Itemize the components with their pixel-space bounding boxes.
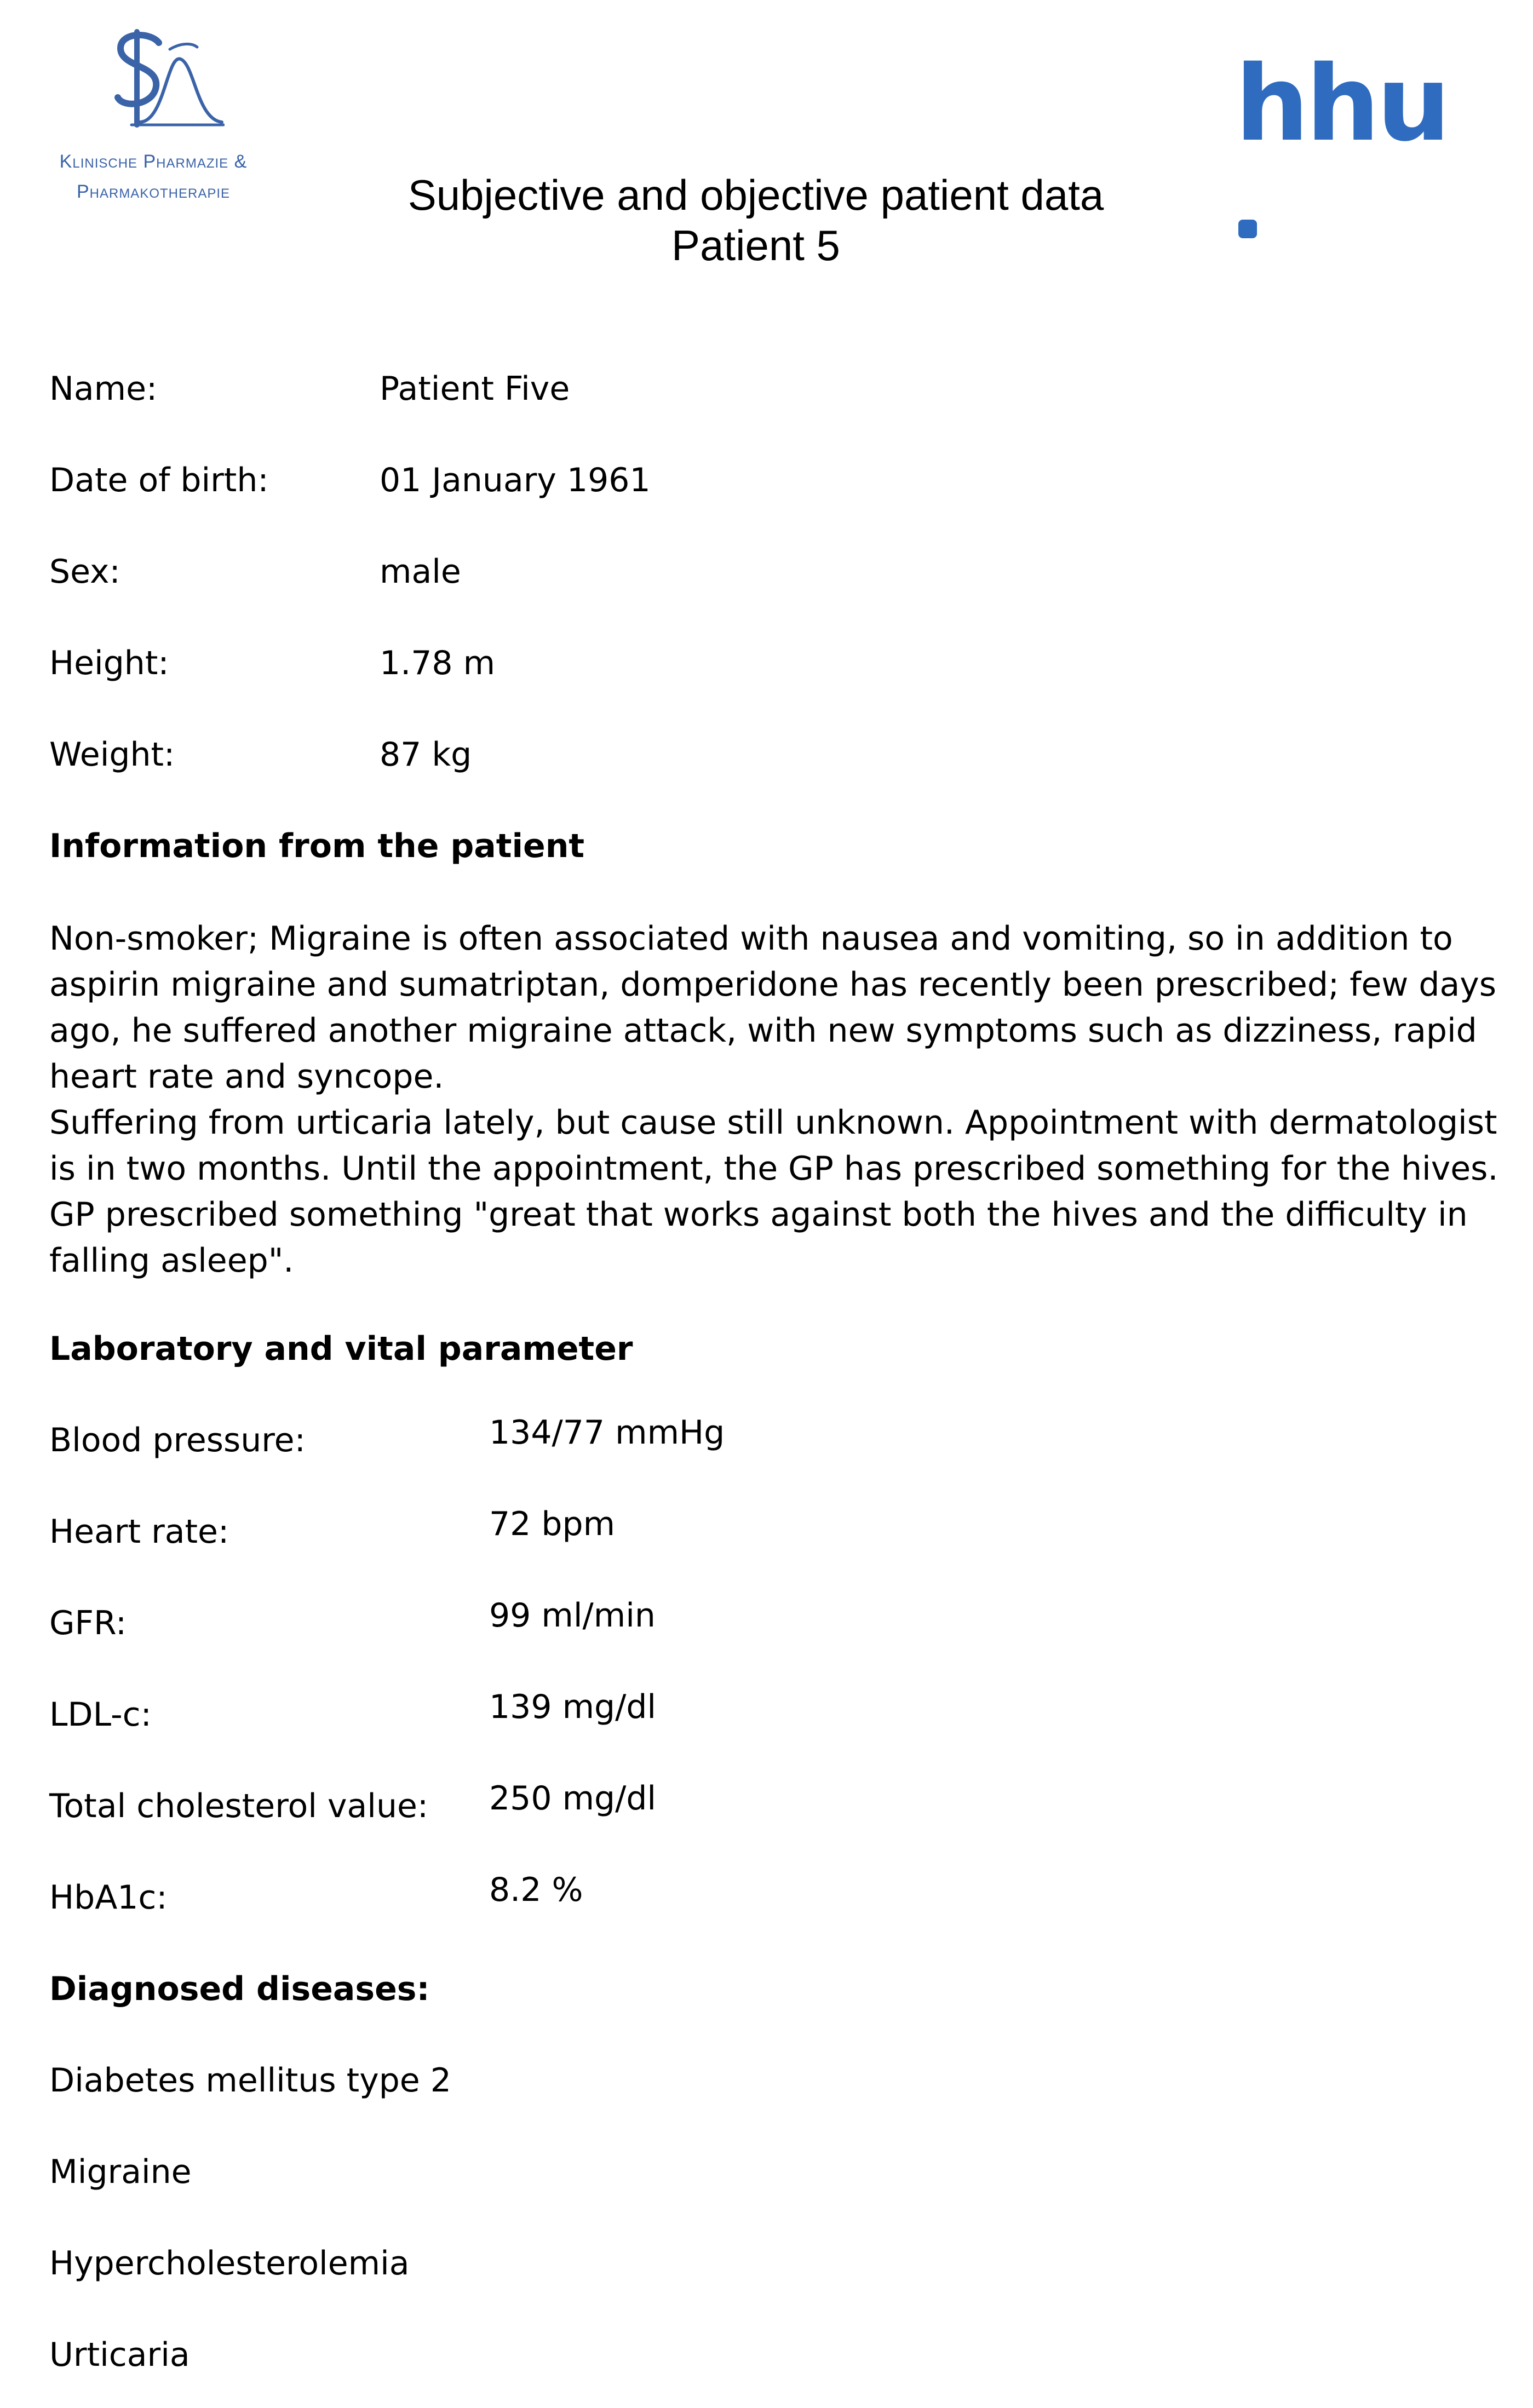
field-label: Name: xyxy=(49,370,158,408)
hhu-logo-dot xyxy=(1238,220,1257,238)
lab-label: HbA1c: xyxy=(49,1878,168,1917)
section-heading-lab: Laboratory and vital parameter xyxy=(49,1330,633,1368)
diagnosis-item: Hypercholesterolemia xyxy=(49,2244,410,2283)
lab-value: 250 mg/dl xyxy=(489,1779,657,1818)
diagnosis-item: Urticaria xyxy=(49,2336,190,2374)
patient-info-paragraph: Non-smoker; Migraine is often associated with nausea and vomiting, so in addition to aspirin migraine and sumatriptan, domperidone has recently been prescribed; few days ago, he suffered another migraine attack, with new symptoms such as dizziness, rapid heart rate and syncope. xyxy=(49,919,1497,1096)
lab-value: 99 ml/min xyxy=(489,1596,656,1635)
field-label: Sex: xyxy=(49,553,120,591)
field-label: Weight: xyxy=(49,735,175,774)
lab-value: 139 mg/dl xyxy=(489,1688,657,1726)
lab-value: 134/77 mmHg xyxy=(489,1413,725,1452)
field-value: 1.78 m xyxy=(380,644,496,682)
lab-value: 8.2 % xyxy=(489,1871,583,1909)
lab-value: 72 bpm xyxy=(489,1505,616,1543)
caduceus-curve-icon xyxy=(99,21,225,130)
page-title xyxy=(329,170,1183,271)
field-value: male xyxy=(380,553,461,591)
lab-label: Heart rate: xyxy=(49,1513,229,1551)
logo-text-line2: Pharmakotherapie xyxy=(76,181,231,202)
field-value: 87 kg xyxy=(380,735,472,774)
section-heading-diagnoses: Diagnosed diseases: xyxy=(49,1970,430,2008)
lab-label: Blood pressure: xyxy=(49,1421,306,1459)
title-line2: Patient 5 xyxy=(671,221,840,269)
hhu-logo xyxy=(1235,43,1454,164)
lab-label: LDL-c: xyxy=(49,1696,152,1734)
hhu-logo-text: hhu xyxy=(1235,43,1448,164)
lab-label: Total cholesterol value: xyxy=(49,1787,429,1825)
diagnosis-item: Diabetes mellitus type 2 xyxy=(49,2061,451,2100)
lab-label: GFR: xyxy=(49,1604,127,1642)
field-label: Date of birth: xyxy=(49,461,269,499)
field-label: Height: xyxy=(49,644,169,682)
field-value: Patient Five xyxy=(380,370,570,408)
patient-info-paragraph: Suffering from urticaria lately, but cause still unknown. Appointment with dermatologist is in two months. Until the appointment, the GP has prescribed something for the hives. GP prescribed something "great that works against both the hives and the difficulty in falling asleep". xyxy=(49,1104,1498,1280)
field-value: 01 January 1961 xyxy=(380,461,651,499)
patient-info-text xyxy=(49,916,1517,1284)
logo-text-line1: Klinische Pharmazie & xyxy=(59,151,248,172)
clinical-pharmacy-logo xyxy=(33,21,274,202)
diagnosis-item: Migraine xyxy=(49,2153,192,2191)
section-heading-patient-info: Information from the patient xyxy=(49,827,585,865)
title-line1: Subjective and objective patient data xyxy=(407,171,1104,219)
